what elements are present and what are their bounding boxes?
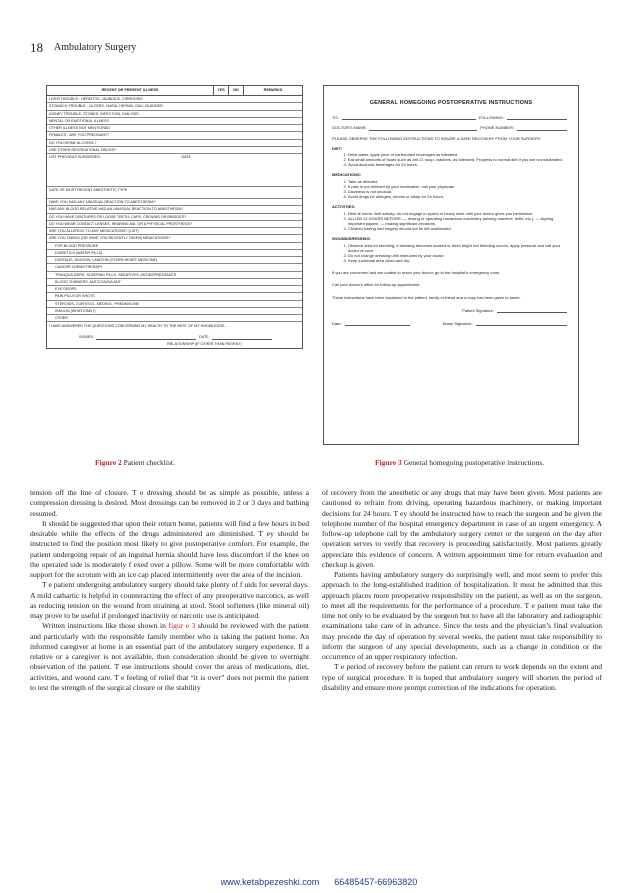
checklist-row (47, 301, 302, 308)
col-no: NO (228, 86, 243, 95)
medications-list (332, 179, 570, 200)
checklist-footer (47, 322, 302, 348)
patient-checklist-form (46, 85, 303, 349)
checklist-question: KIDNEY TROUBLE, STONES, INFECTION, DIALYSIS (49, 111, 139, 116)
diet-item: 2. Eat small amounts of foods such as Jell-O, soup, crackers, as tolerated. Progress to normal diet if you are not nauseated. (348, 157, 570, 162)
left-paragraph-2: It should be suggested that upon their return home, patients will find a few hours in bed desirable while the effects of the drugs administered are diminished. T ey should be instructed to find the position most likely to give postoperative comfort. For example, the patient undergoing repair of an inguinal hernia should have less discomfort if the knee on the operated side is moderately f exed over a pillow. Some will be more comfortable with support for the scrotum with an ice cap placed intermittently over the area of the incision. (30, 518, 309, 579)
wound-list (332, 243, 570, 264)
instructions-intro: PLEASE OBSERVE THE FOLLOWING INSTRUCTIONS TO INSURE A SAFE RECOVERY FROM YOUR SURGERY. (332, 135, 542, 141)
homegoing-instructions-form (323, 85, 579, 445)
figure-2-caption (95, 458, 175, 467)
checklist-question: OTHER (55, 316, 68, 320)
figure-2-text: Patient checklist. (123, 458, 175, 467)
checklist-row (47, 199, 302, 206)
checklist-question (47, 154, 213, 186)
diet-item: 1. Drink water, apple juice or carbonated beverages as tolerated. (348, 152, 570, 157)
right-paragraph-2: Patients having ambulatory surgery do surprisingly well, and most seem to prefer this approach to the long-established tradition of hospitalization. It must be admitted that this approach places more preoperative responsibility on the patient, as well as on the surgeon, to meet all the requirements for the performance of a procedure. T e patient must take the time not only to be evaluated by the surgeon but to have all the laboratory and radiographic examinations take care of in advance. Since the tests and the physician’s final evaluation may precede the day of operation by several weeks, the patient must take responsibility to inform the surgeon of any special developments, such as a change in condition or the occurrence of an upper respiratory infection. (322, 570, 602, 661)
checklist-question: INSULIN (WHAT KIND?) (55, 308, 96, 313)
medication-item: 3. Dizziness is not unusual. (348, 189, 570, 194)
checklist-row (47, 243, 302, 250)
checklist-row (47, 147, 302, 154)
sig-date-blank (212, 335, 272, 340)
checklist-row (47, 125, 302, 132)
date-label: Date: (332, 321, 342, 327)
checklist-question: ARE YOU ALLERGIC TO ANY MEDICATIONS? (LIST) (49, 229, 139, 233)
running-title: Ambulatory Surgery (54, 42, 137, 53)
relationship-label: RELATIONSHIP (IF OTHER THAN PATIENT) (167, 341, 242, 346)
doctor-row (332, 125, 570, 130)
figure-3-caption (375, 458, 544, 467)
checklist-rows (47, 96, 302, 322)
right-paragraph-3: T e period of recovery before the patient can return to work depends on the extent and type of surgical procedure. It is hoped that ambulatory surgery will shorten the period of disability and ensure more prompt correction of the indications for operation. (322, 662, 602, 692)
checklist-row (47, 154, 302, 187)
patient-sig-row (332, 308, 570, 313)
figure-2-label: Figure 2 (95, 458, 122, 467)
checklist-question: FEMALES : ARE YOU PREGNANT? (49, 133, 110, 138)
to-blank (342, 115, 476, 120)
checklist-question: ARE YOU TAKING (OR HAVE YOU RECENTLY TAKEN) MEDICATIONS? (49, 236, 171, 241)
checklist-question: DATE OF MOST RECENT ANESTHETIC TYPE (49, 188, 128, 192)
activity-item: 2. ALLOW 24 HOURS BEFORE: — driving or operating hazardous machinery (sewing machine, drills, etc.). — signing important papers. — making significant decisions. (348, 216, 570, 226)
following-label: FOLLOWING: (478, 115, 504, 121)
col-remarks: REMARKS (243, 86, 302, 95)
wound-item: 1. Observe area for bleeding; if dressing becomes soaked or fresh bright red bleeding occurs, apply pressure and call your doctor at once. (348, 243, 570, 253)
nurse-sig-blank (476, 321, 567, 326)
instructions-title: GENERAL HOMEGOING POSTOPERATIVE INSTRUCTIONS (369, 100, 533, 106)
checklist-question: HAS ANY BLOOD RELATIVE HAD AN UNUSUAL REACTION TO ANESTHESIA? (49, 207, 184, 212)
footer-website[interactable]: www.ketabpezeshki.com (220, 877, 320, 887)
activities-list (332, 211, 570, 232)
figure-3-label: Figure 3 (375, 458, 402, 467)
left-p4-text-a: Written instructions like those shown in (42, 621, 169, 631)
checklist-row (47, 272, 302, 279)
checklist-row (47, 228, 302, 235)
patient-sig-blank (497, 308, 567, 313)
right-paragraph-1: of recovery from the anesthetic or any drugs that may have been given. Most patients are cautioned to refrain from driving, operating hazardous machinery, or making important decisions for 24 hours. T ey should be instructed how to reach the surgeon and be given the telephone number of the hospital emergency department in case of an urgent emergency. A follow-up telephone call by the ambulatory surgery center or the surgeon on the day after operation serves to verify that recovery is proceeding satisfactorily. Most patients greatly appreciate this evidence of concern. A written appointment time for return evaluation and checkup is given. (322, 488, 602, 569)
checklist-row (47, 235, 302, 242)
wound-title: WOUND/DRESSING: (332, 236, 371, 242)
left-paragraph-1: tension off the line of closure. T e dressing should be as simple as possible, unless a compression dressing is desired. Most dressings can be removed in 2 or 3 days and bathing resumed. (30, 488, 309, 518)
checklist-row (47, 264, 302, 271)
checklist-question: OTHER ILLNESS NOT MENTIONED (49, 126, 110, 130)
checklist-question: HAVE YOU HAD ANY UNUSUAL REACTION TO ANESTHESIA? (49, 200, 156, 204)
checklist-question: DIURETICS (WATER PILLS) (55, 250, 103, 255)
medication-item: 2. If pain is not relieved by your medication, call your physician. (348, 184, 570, 189)
figure-3-text: General homegoing postoperative instructions. (403, 458, 544, 467)
body-right-column (322, 488, 602, 693)
checklist-question: STOMACH TROUBLE : ULCERS, HIATAL HERNIA, GALL BLADDER (49, 104, 163, 109)
checklist-question: LIVER TROUBLE : HEPATITIS, JAUNDICE, CIRRHOSIS (49, 97, 143, 101)
medications-title: MEDICATIONS: (332, 172, 362, 178)
phone-blank (517, 126, 567, 131)
checklist-row (47, 250, 302, 257)
checklist-question: FOR BLOOD PRESSURE (55, 243, 99, 248)
date-nurse-row (332, 321, 570, 326)
diet-title: DIET: (332, 145, 342, 151)
checklist-question: STEROIDS, CORTISOL, MEDROL, PREDNISONE (55, 301, 139, 306)
checklist-row (47, 214, 302, 221)
checklist-row (47, 308, 302, 315)
medication-item: 1. Take as directed. (348, 179, 570, 184)
concern-text: If you are concerned and are unable to reach your doctor, go to the hospital's emergency room. (332, 270, 501, 276)
left-p4-text-b: should be reviewed with the patient and particularly with the responsible family member who is taking the patient home. An informed caregiver at home is an essential part of the ambulatory surgery experience. If a relative or a caregiver is not available, then consideration should be given to overnight observation of the patient. T ese instructions should cover the areas of medications, diet, activities, and wound care. T e feeling of relief that “it is over” does not permit the patient to test the strength of the surgical closure or the stability (30, 621, 309, 692)
previous-surgeries-label: LIST PREVIOUS SURGERIES: (49, 155, 101, 159)
checklist-row (47, 140, 302, 147)
checklist-row (47, 293, 302, 300)
to-row (332, 115, 570, 120)
checklist-row (47, 118, 302, 125)
phone-label: PHONE NUMBER: (480, 125, 514, 131)
col-yes: YES (213, 86, 228, 95)
surgeries-date-label: DATE (181, 155, 191, 159)
checklist-row (47, 286, 302, 293)
activity-item: 3. Children having had surgery should not be left unattended. (348, 226, 570, 231)
checklist-row (47, 315, 302, 322)
nurse-sig-label: Nurse Signature: (442, 321, 473, 327)
checklist-header (47, 86, 302, 96)
checklist-row (47, 187, 302, 199)
medication-item: 4. Avoid drugs for allergies, nerves or sleep for 24 hours. (348, 194, 570, 199)
checklist-row (47, 221, 302, 228)
checklist-question: EYE DROPS (55, 287, 77, 291)
body-left-column (30, 488, 309, 693)
page-footer (0, 877, 638, 887)
patient-sig-label: Patient Signature: (462, 307, 494, 313)
doctor-label: DOCTOR'S NAME: (332, 125, 367, 131)
left-paragraph-4 (30, 621, 309, 693)
checklist-statement: I HAVE ANSWERED THE QUESTIONS CONCERNING MY HEALTH TO THE BEST OF MY KNOWLEDGE. (49, 324, 226, 329)
checklist-question: DO YOU DRINK ALCOHOL? (49, 140, 97, 145)
checklist-row (47, 279, 302, 286)
checklist-question: CANCER CHEMOTHERAPY (55, 265, 103, 270)
checklist-row (47, 103, 302, 110)
checklist-question: BLOOD THINNERS, ANTICOAGULANT (55, 279, 121, 284)
checklist-question: PAIN PILLS OR SHOTS (55, 294, 95, 299)
signed-blank (96, 335, 196, 340)
date-blank (345, 321, 410, 326)
checklist-row (47, 257, 302, 264)
doctor-blank (369, 126, 477, 131)
diet-list (332, 152, 570, 168)
footer-phone: 66485457-66963820 (334, 877, 418, 887)
followup-text: Call your doctor's office for follow-up appointment. (332, 282, 421, 288)
checklist-row (47, 206, 302, 213)
checklist-row (47, 132, 302, 139)
checklist-question: USE OTHER RECREATIONAL DRUGS? (49, 147, 117, 152)
following-blank (507, 115, 567, 120)
activities-title: ACTIVITIES: (332, 204, 356, 210)
checklist-row (47, 111, 302, 118)
col-illness: RECENT OR PRESENT ILLNESS (101, 88, 159, 93)
page-number: 18 (30, 40, 43, 55)
checklist-question: DO YOU WEAR CONTACT LENSES, HEARING AID, OR A PHYSICAL PROSTHESIS? (49, 221, 193, 226)
checklist-question: MENTAL OR EMOTIONAL ILLNESS (49, 118, 109, 123)
checklist-question: DIGITALIS, DIGOXIN, LANOXIN (OTHER HEART MEDICINE) (55, 258, 158, 262)
checklist-row (47, 96, 302, 103)
figure-3-link[interactable]: figur e 3 (168, 621, 196, 631)
wound-item: 2. Do not change dressing until instructed by your doctor. (348, 253, 570, 258)
checklist-question: DO YOU HAVE DENTURES OR LOOSE TEETH, CAPS, CROWNS OR BRIDGES? (49, 214, 187, 219)
activity-item: 1. Rest at home; limit activity; do not engage in sports or heavy work until your doctor gives you permission. (348, 211, 570, 216)
checklist-question: TRANQUILIZERS, SLEEPING PILLS, SEDATIVES, ANTIDEPRESSANTS (55, 272, 177, 277)
wound-item: 3. Keep incisional area clean and dry. (348, 258, 570, 263)
left-paragraph-3: T e patient undergoing ambulatory surgery should take plenty of f uids for several days. A mild cathartic is helpful in counteracting the effect of any preoperative narcotics, as well as reducing tension on the wound from straining at stool. Stool softeners (like mineral oil) may prove to be useful if prolonged inactivity or narcotic use is anticipated. (30, 580, 309, 620)
signature-line (49, 335, 300, 340)
signed-label: SIGNED (79, 335, 94, 340)
sig-date-label: DATE (199, 335, 209, 340)
diet-item: 3. Avoid alcoholic beverages for 24 hours. (348, 162, 570, 167)
to-label: TO: (332, 115, 339, 121)
explained-text: These instructions have been explained to the patient, family or friend and a copy has been given to same. (332, 294, 521, 300)
